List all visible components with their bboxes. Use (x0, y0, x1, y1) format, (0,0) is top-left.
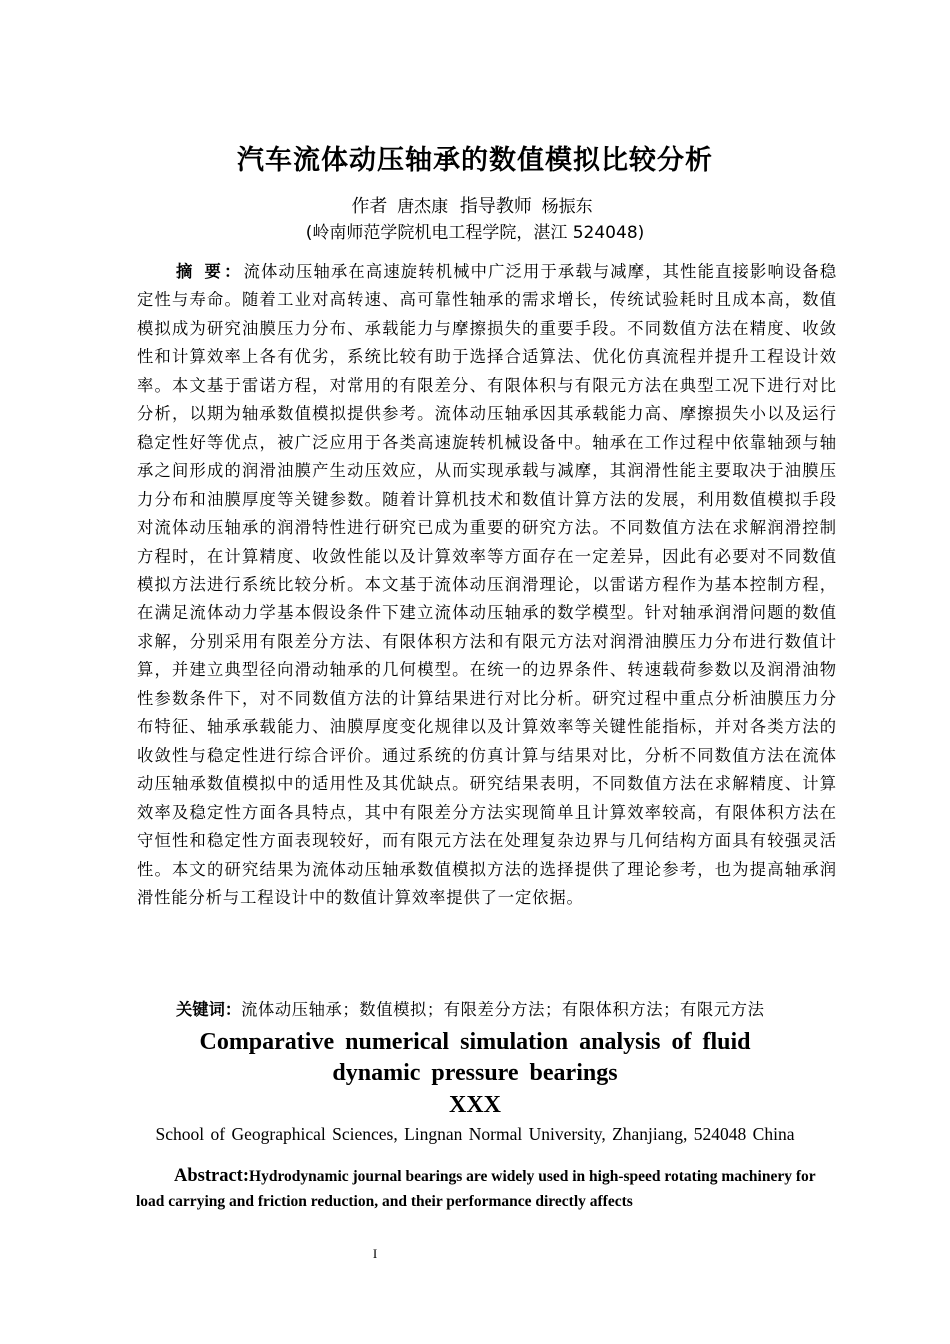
keywords-text: 流体动压轴承；数值模拟；有限差分方法；有限体积方法；有限元方法 (241, 1000, 765, 1019)
english-affiliation: School of Geographical Sciences, Lingnan Normal University, Zhanjiang, 524048 China (155, 1124, 795, 1144)
abstract-cn (137, 258, 837, 912)
abstract-cn-text: 流体动压轴承在高速旋转机械中广泛用于承载与减摩，其性能直接影响设备稳定性与寿命。随着工业对高转速、高可靠性轴承的需求增长，传统试验耗时且成本高，数值模拟成为研究油膜压力分布、承载能力与摩擦损失的重要手段。不同数值方法在精度、收敛性和计算效率上各有优劣，系统比较有助于选择合适算法、优化仿真流程并提升工程设计效率。本文基于雷诺方程，对常用的有限差分、有限体积与有限元方法在典型工况下进行对比分析，以期为轴承数值模拟提供参考。流体动压轴承因其承载能力高、摩擦损失小以及运行稳定性好等优点，被广泛应用于各类高速旋转机械设备中。轴承在工作过程中依靠轴颈与轴承之间形成的润滑油膜产生动压效应，从而实现承载与减摩，其润滑性能主要取决于油膜压力分布和油膜厚度等关键参数。随着计算机技术和数值计算方法的发展，利用数值模拟手段对流体动压轴承的润滑特性进行研究已成为重要的研究方法。不同数值方法在求解润滑控制方程时，在计算精度、收敛性能以及计算效率等方面存在一定差异，因此有必要对不同数值模拟方法进行系统比较分析。本文基于流体动压润滑理论，以雷诺方程作为基本控制方程，在满足流体动力学基本假设条件下建立流体动压轴承的数学模型。针对轴承润滑问题的数值求解，分别采用有限差分方法、有限体积方法和有限元方法对润滑油膜压力分布进行数值计算，并建立典型径向滑动轴承的几何模型。在统一的边界条件、转速载荷参数以及润滑油物性参数条件下，对不同数值方法的计算结果进行对比分析。研究过程中重点分析油膜压力分布特征、轴承承载能力、油膜厚度变化规律以及计算效率等关键性能指标，并对各类方法的收敛性与稳定性进行综合评价。通过系统的仿真计算与结果对比，分析不同数值方法在流体动压轴承数值模拟中的适用性及其优缺点。研究结果表明，不同数值方法在求解精度、计算效率及稳定性方面各具特点，其中有限差分方法实现简单且计算效率较高，有限体积方法在守恒性和稳定性方面表现较好，而有限元方法在处理复杂边界与几何结构方面具有较强灵活性。本文的研究结果为流体动压轴承数值模拟方法的选择提供了理论参考，也为提高轴承润滑性能分析与工程设计中的数值计算效率提供了一定依据。 (137, 262, 838, 907)
keywords-label: 关键词： (176, 1000, 242, 1019)
author-name: 唐杰康 (397, 197, 449, 217)
abstract-en-label: Abstract: (174, 1166, 250, 1186)
page-title: 汽车流体动压轴承的数值模拟比较分析 (237, 145, 713, 176)
keywords-cn (137, 996, 837, 1024)
abstract-en (136, 1164, 836, 1214)
page-number: I (372, 1246, 378, 1261)
abstract-cn-label: 摘 要： (176, 262, 244, 281)
english-title-line-2: dynamic pressure bearings (332, 1060, 618, 1086)
english-author: XXX (449, 1092, 501, 1118)
abstract-en-text: Hydrodynamic journal bearings are widely used in high-speed rotating machinery for load carrying and friction reduction, and their performance directly affects (136, 1168, 816, 1210)
english-title-line-1: Comparative numerical simulation analysis of fluid (199, 1029, 751, 1055)
english-title (0, 1027, 950, 1089)
author-line (0, 192, 950, 218)
author-label: 作者 (351, 196, 388, 217)
advisor-label: 指导教师 (459, 196, 532, 217)
advisor-name: 杨振东 (541, 197, 593, 217)
affiliation-cn: (岭南师范学院机电工程学院，湛江 524048) (305, 223, 645, 243)
